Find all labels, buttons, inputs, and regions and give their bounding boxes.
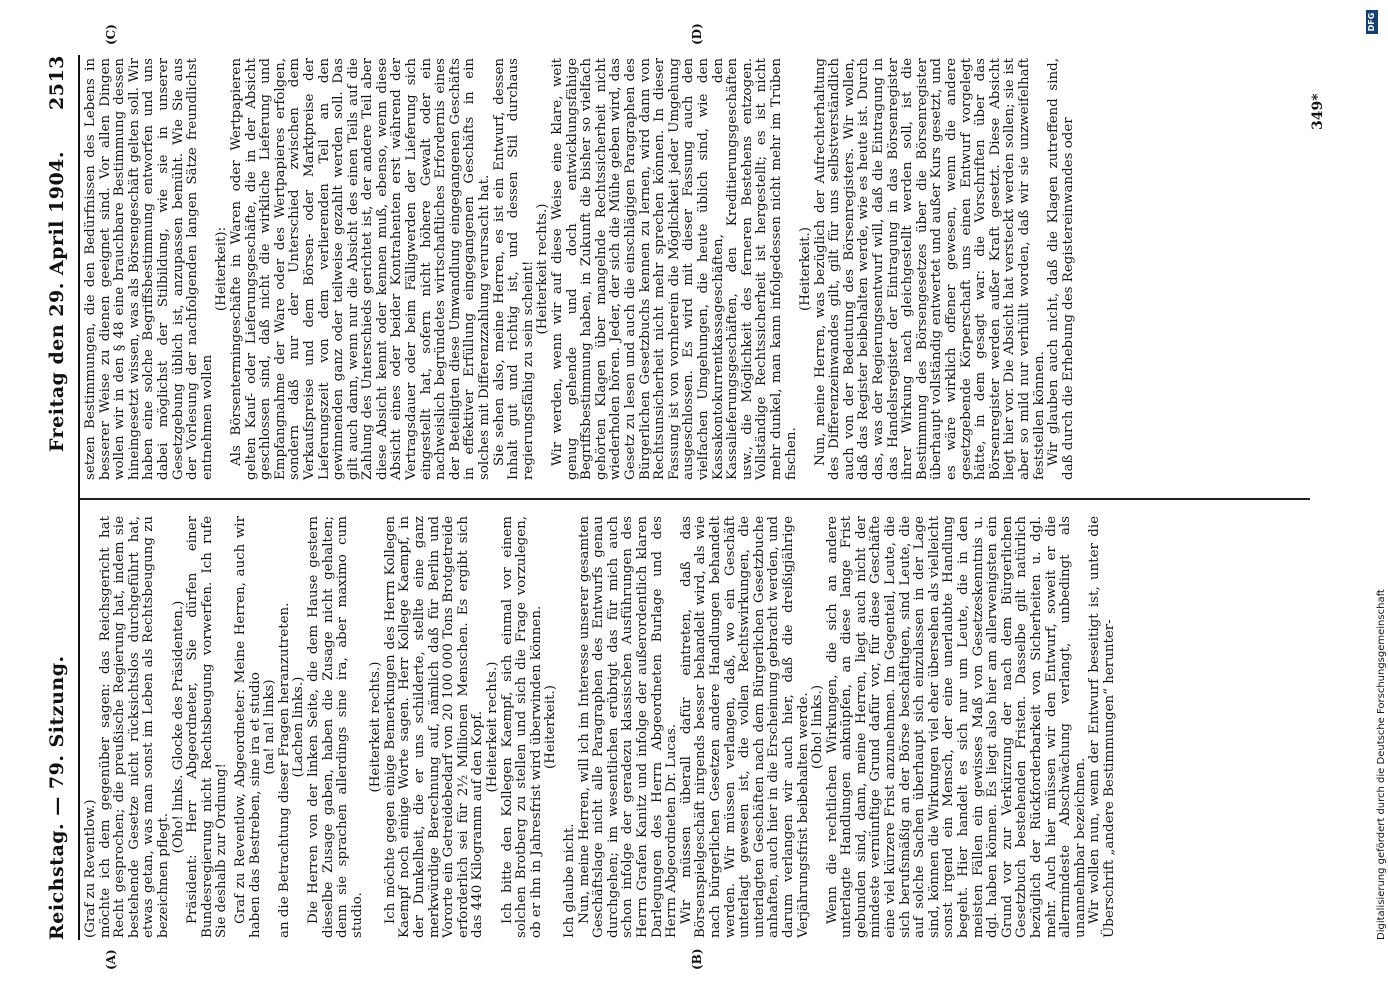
digitization-credit <box>1376 40 1388 940</box>
paragraph: (Heiterkeit rechts.) <box>368 661 384 793</box>
dfg-logo <box>1366 10 1378 34</box>
header-rule <box>78 55 80 940</box>
paragraph: Wir müssen überall dafür eintreten, daß das Börsenspielgeschäft nirgends besser behandelt wird, als wie nach bürgerlichen Gesetzen andere Handlungen behandelt werden. Wir müssen verlangen, daß, wo ein Geschäft unterlagt gewesen ist, die vollen Rechtswirkungen, die unterlagten Geschäften nach dem Bürgerlichen Gesetzbuche anhaften, auch hier in die Erscheinung gebracht werden, und darum verlangen wir auch hier, daß die dreißigjährige Verjährungsfrist beibehalten werde. <box>678 516 811 938</box>
paragraph: (na! na! links) <box>262 679 278 775</box>
paragraph: Ich möchte gegen einige Bemerkungen des Herrn Kollegen Kaempf noch einige Worte sagen. Herr Kollege Kaempf, in der Dunkelheit, die er uns schilderte, stellte eine ganz merkwürdige Berechnung auf, nämlich daß für Berlin und Vororte ein Getreidebedarf von 20 100 000 Tons Brotgetreide erforderlich sei für 2½ Millionen Menschen. Es ergibt sich das 440 Kilogramm auf den Kopf. <box>382 516 486 938</box>
margin-mark-a: (A) <box>104 949 118 970</box>
page-header <box>40 0 74 1000</box>
paragraph: Die Herren von der linken Seite, die dem Hause gestern dieselbe Zusage gaben, haben die Zusage nicht gehalten; denn sie sprachen allerdings sine ira, aber maximo cum studio. <box>305 516 365 938</box>
paragraph: (Graf zu Reventlow.) <box>83 799 98 938</box>
right-column <box>84 58 1076 480</box>
paragraph: Ich bitte den Kollegen Kaempf, sich einmal vor einem solchen Brotberg zu stellen und sich die Frage vorzulegen, ob er ihn in Jahresfrist wird überwinden können. <box>499 516 544 938</box>
header-date: Freitag den 29. April 1904. <box>46 150 68 452</box>
paragraph: (Lachen links.) <box>291 676 307 778</box>
paragraph: Als Börsentermingeschäfte in Waren oder Wertpapieren gelten Kauf- oder Lieferungsgeschäfte, die in der Absicht geschlossen sind, daß nicht die wirkliche Lieferung und Empfangnahme der Ware oder des Wertpapieres erfolgen, sondern daß nur der Unterschied zwischen dem Verkaufspreise und dem Börsen- oder Marktpreise der Lieferungszeit von dem verlierenden Teil an den gewinnenden ganz oder teilweise gezahlt werden soll. Das gilt auch dann, wenn nur die Absicht des einen Teils auf die Zahlung des Unterschieds gerichtet ist, der andere Teil aber diese Absicht kennt oder kennen muß, ebenso, wenn diese Absicht eines oder beider Kontrahenten erst während der Vertragsdauer oder beim Fälligwerden der Lieferung sich eingestellt hat, sofern nicht höhere Gewalt oder ein nachweislich begründetes wirtschaftliches Erfordernis eines der Beteiligten diese Umwandlung eingegangenen Geschäfts in effektiver Erfüllung eingegangenen Geschäfts in ein solches mit Differenzzahlung verursacht hat. <box>228 58 493 480</box>
paragraph: an die Betrachtung dieser Fragen heranzutreten. <box>276 602 292 938</box>
paragraph: Ich glaube nicht. <box>562 823 577 938</box>
column-divider <box>80 499 1310 501</box>
paragraph: setzen Bestimmungen, die den Bedürfnissen des Lebens in besserer Weise zu dienen geeignet sind. Vor allen Dingen wollen wir in den § 48 eine brauchbare Bestimmung dessen hineingesetzt wissen, was als Börsengeschäft gelten soll. Wir haben eine solche Begriffsbestimmung entworfen und uns dabei möglichst der Stilbildung, wie sie in unserer Gesetzgebung üblich ist, anzupassen bemüht. Wie Sie aus der Vorlesung der nachfolgenden langen Sätze freundlichst entnehmen wollen <box>83 58 215 480</box>
header-left: Reichstag. — 79. Sitzung. <box>46 655 68 940</box>
signature-mark: 349* <box>1310 93 1326 130</box>
dfg-logo-text: DFG <box>1367 12 1376 32</box>
paragraph: Wir werden, wenn wir auf diese Weise eine klare, weit genug gehende und doch entwicklungsfähige Begriffsbestimmung haben, in Zukunft die bisher so vielfach gehörten Klagen über mangelnde Rechtssicherheit nicht wiederholen hören. Jeder, der sich die Mühe geben wird, das Gesetz zu lesen und auch die einschlägigen Paragraphen des Bürgerlichen Gesetzbuchs kennen zu lernen, wird dann von Rechtsunsicherheit nicht mehr sprechen können. In dieser Fassung ist von vornherein die Möglichkeit jeder Umgehung ausgeschlossen. Es wird mit dieser Fassung auch den vielfachen Umgehungen, die heute üblich sind, wie den Kassakontokurrentkassageschäften, den Kassalieferungsgeschäften, den Kreditierungsgeschäften usw., die Möglichkeit des ferneren Bestehens entzogen. Vollständige Rechtssicherheit ist hergestellt; es ist nicht mehr dunkel, man kann infolgedessen nicht mehr im Trüben fischen. <box>550 58 799 480</box>
page-number: 2513 <box>46 55 68 110</box>
paragraph: Wenn die rechtlichen Wirkungen, die sich an andere unterlagte Handlungen anknüpfen, an diese lange Frist gebunden sind, dann, meine Herren, liegt auch nicht der mindeste vernünftige Grund dafür vor, für diese Geschäfte eine viel kürzere Frist anzunehmen. Im Gegenteil, Leute, die sich berufsmäßig an der Börse beschäftigen, sind Leute, die auf solche Sachen überhaupt sich einzulassen in der Lage sind, können die Wirkungen viel eher übersehen als vielleicht sonst irgend ein Mensch, der eine unerlaubte Handlung begeht. Hier handelt es sich nur um Leute, die in den meisten Fällen ein gewisses Maß von Gesetzeskenntnis u. dgl. haben können. Es liegt also hier am allerwenigsten ein Grund vor zur Verkürzung der nach dem Bürgerlichen Gesetzbuch bestehenden Fristen. Dasselbe gilt natürlich bezüglich der Rückforderbarkeit von Sicherheiten u. dgl. mehr. Auch hier müssen wir den Entwurf, soweit er die allermindeste Abschwächung verlangt, unbedingt als unannehmbar bezeichnen. <box>824 516 1088 938</box>
paragraph: Präsident: Herr Abgeordneter, Sie dürfen einer Bundesregierung nicht Rechtsbeugung vorwerfen. Ich rufe Sie deshalb zur Ordnung! <box>185 516 230 938</box>
paragraph: (Heiterkeit rechts.) <box>535 203 551 335</box>
paragraph: (Oho! links.) <box>810 684 826 770</box>
paragraph: (Oho! links. Glocke des Präsidenten.) <box>170 600 186 854</box>
paragraph: Nun, meine Herren, was bezüglich der Aufrechterhaltung des Differenzeinwandes gilt, gilt für uns selbstverständlich auch von der Bedeutung des Börsenregisters. Wir wollen, daß das Register beibehalten werde, wie es heute ist. Durch das, was der Regierungsentwurf will, daß die Eintragung in das Handelsregister der Eintragung in das Börsenregister ihrer Wirkung nach gleichgestellt werden soll, ist die Bestimmung des Börsengesetzes über die Börsenregister überhaupt vollständig entwertet und außer Kurs gesetzt, und es wäre wirklich offener gewesen, wenn die andere gesetzgebende Körperschaft uns einen Entwurf vorgelegt hätte, in dem gesagt war: die Vorschriften über das Börsenregister werden außer Kraft gesetzt. Diese Absicht liegt hier vor. Die Absicht hat versteckt werden sollen; sie ist aber so mild nur verhüllt worden, daß wir sie unzweifelhaft feststellen können. <box>812 58 1047 480</box>
paragraph: Nun, meine Herren, will ich im Interesse unserer gesamten Geschäftslage nicht alle Paragraphen des Entwurfs genau durchgehen; im wesentlichen erübrigt das für mich auch schon infolge der geradezu klassischen Ausführungen des Herrn Grafen Kanitz und infolge der außerordentlich klaren Darlegungen des Herrn Abgeordneten Burlage und des Herrn Abgeordneten Dr. Lucas. <box>576 516 680 938</box>
paragraph: möchte ich dem gegenüber sagen: das Reichsgericht hat Recht gesprochen; die preußische Regierung hat, indem sie bestehende Gesetze nicht rücksichtslos durchgeführt hat, etwas getan, was man sonst im Leben als Rechtsbeugung zu bezeichnen pflegt. <box>97 516 171 938</box>
paragraph: (Heiterkeit rechts.) <box>485 661 501 793</box>
paragraph: (Heiterkeit.) <box>798 227 814 311</box>
paragraph: Graf zu Reventlow, Abgeordneter: Meine Herren, auch wir haben das Bestreben, sine ira et studio <box>232 516 263 938</box>
paragraph: (Heiterkeit.) <box>543 685 559 769</box>
left-column <box>84 516 1118 938</box>
paragraph: (Heiterkeit): <box>214 226 230 312</box>
margin-mark-b: (B) <box>690 948 704 970</box>
paragraph: Sie sehen also, meine Herren, es ist ein Entwurf, dessen Inhalt gut und richtig ist, und dessen Stil durchaus regierungsfähig zu sein scheint! <box>491 58 536 480</box>
paragraph: Wir glauben auch nicht, daß die Klagen zutreffend sind, daß durch die Erhebung des Registereinwandes oder <box>1046 58 1076 480</box>
margin-mark-d: (D) <box>690 23 704 45</box>
margin-mark-c: (C) <box>104 24 118 45</box>
credit-text: Digitalisierung gefördert durch die Deutsche Forschungsgemeinschaft <box>1376 589 1387 940</box>
paragraph: Wir wollen nun, wenn der Entwurf beseitigt ist, unter die Überschrift „andere Bestimmungen“ herunter- <box>1087 516 1117 938</box>
